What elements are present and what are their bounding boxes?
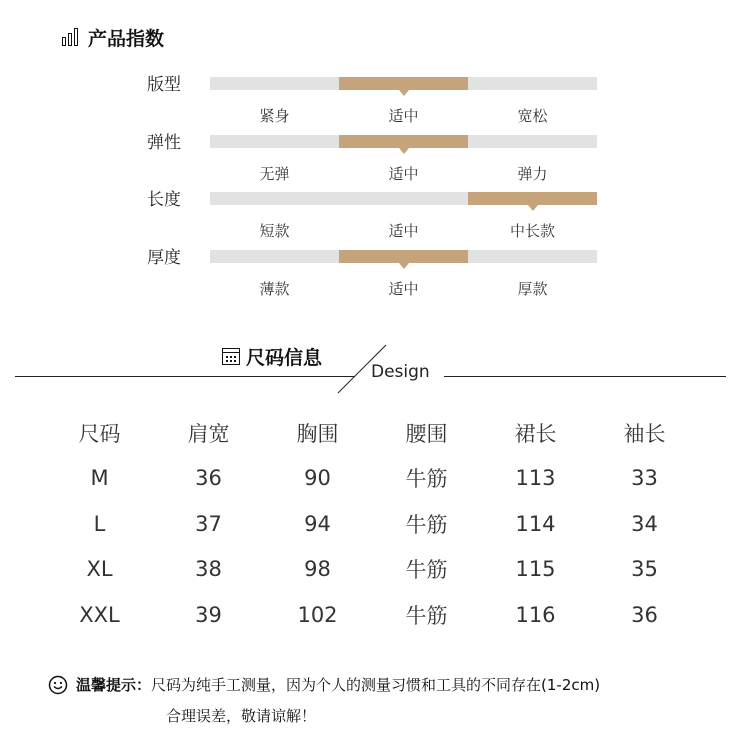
header-cell: 袖长 bbox=[623, 421, 666, 446]
metric-scale-track bbox=[210, 135, 597, 148]
table-cell: 113 bbox=[515, 466, 556, 491]
metric-option: 无弹 bbox=[259, 164, 290, 183]
table-cell: 33 bbox=[631, 466, 658, 491]
table-cell: 102 bbox=[297, 602, 338, 627]
table-cell: 114 bbox=[515, 511, 556, 536]
size-info-header bbox=[222, 341, 322, 371]
table-cell: 116 bbox=[515, 602, 556, 627]
size-table-header bbox=[45, 410, 699, 456]
note-row bbox=[48, 674, 600, 695]
note-text-line2: 合理误差，敬请谅解！ bbox=[166, 707, 317, 725]
table-cell: XL bbox=[86, 557, 113, 582]
note-text-line1: 尺码为纯手工测量，因为个人的测量习惯和工具的不同存在(1-2cm) bbox=[151, 676, 601, 694]
table-cell: 牛筋 bbox=[405, 603, 448, 628]
metric-scale-track bbox=[210, 250, 597, 263]
metric-selected-marker bbox=[468, 192, 597, 205]
table-cell: 38 bbox=[195, 557, 222, 582]
header-cell: 胸围 bbox=[296, 421, 339, 446]
metric-scale-track bbox=[210, 192, 597, 205]
table-cell: 牛筋 bbox=[405, 467, 448, 492]
header-cell: 尺码 bbox=[78, 421, 121, 446]
divider-right bbox=[444, 376, 726, 377]
table-cell: L bbox=[93, 511, 106, 536]
table-row bbox=[45, 592, 699, 638]
metric-option: 短款 bbox=[259, 222, 290, 240]
product-index-title: 产品指数 bbox=[88, 27, 165, 50]
table-cell: 35 bbox=[631, 557, 658, 582]
smiley-icon bbox=[48, 675, 68, 695]
table-row bbox=[45, 501, 699, 547]
table-row bbox=[45, 547, 699, 593]
table-cell: 37 bbox=[195, 511, 222, 536]
metric-name: 长度 bbox=[147, 190, 181, 210]
metric-selected-marker bbox=[339, 250, 468, 263]
metric-option: 厚款 bbox=[517, 279, 548, 298]
metric-option: 紧身 bbox=[259, 107, 290, 125]
header-cell: 腰围 bbox=[405, 421, 448, 446]
table-cell: 36 bbox=[195, 466, 222, 491]
table-cell: 34 bbox=[631, 511, 658, 536]
metric-option: 适中 bbox=[388, 279, 419, 298]
metric-scale-track bbox=[210, 77, 597, 90]
table-cell: 牛筋 bbox=[405, 512, 448, 537]
metric-option: 宽松 bbox=[517, 107, 548, 125]
note-label: 温馨提示： bbox=[76, 676, 152, 694]
metric-option: 适中 bbox=[388, 164, 419, 183]
table-row bbox=[45, 456, 699, 502]
metric-name: 版型 bbox=[147, 75, 181, 95]
size-info-title: 尺码信息 bbox=[246, 346, 323, 369]
table-cell: 98 bbox=[304, 557, 331, 582]
header-cell: 裙长 bbox=[514, 421, 557, 446]
metric-name: 弹性 bbox=[147, 132, 181, 153]
metric-selected-marker bbox=[339, 77, 468, 90]
table-cell: 90 bbox=[304, 466, 331, 491]
metric-name: 厚度 bbox=[147, 247, 181, 268]
metric-option: 中长款 bbox=[509, 222, 555, 240]
metric-option: 适中 bbox=[388, 107, 419, 125]
calendar-icon bbox=[222, 348, 240, 365]
table-cell: 115 bbox=[515, 557, 556, 582]
design-label: Design bbox=[371, 362, 430, 382]
metric-option: 适中 bbox=[388, 222, 419, 240]
metric-selected-marker bbox=[339, 135, 468, 148]
metric-option: 薄款 bbox=[259, 279, 290, 298]
table-cell: 36 bbox=[631, 602, 658, 627]
bar-chart-icon bbox=[62, 28, 82, 46]
metric-option: 弹力 bbox=[517, 164, 548, 183]
table-cell: 39 bbox=[195, 602, 222, 627]
table-cell: M bbox=[90, 466, 109, 491]
size-table bbox=[45, 410, 699, 638]
table-cell: XXL bbox=[79, 602, 120, 627]
table-cell: 94 bbox=[304, 511, 331, 536]
divider-left bbox=[15, 376, 355, 377]
product-index-header bbox=[62, 22, 164, 52]
header-cell: 肩宽 bbox=[187, 421, 230, 446]
table-cell: 牛筋 bbox=[405, 558, 448, 583]
